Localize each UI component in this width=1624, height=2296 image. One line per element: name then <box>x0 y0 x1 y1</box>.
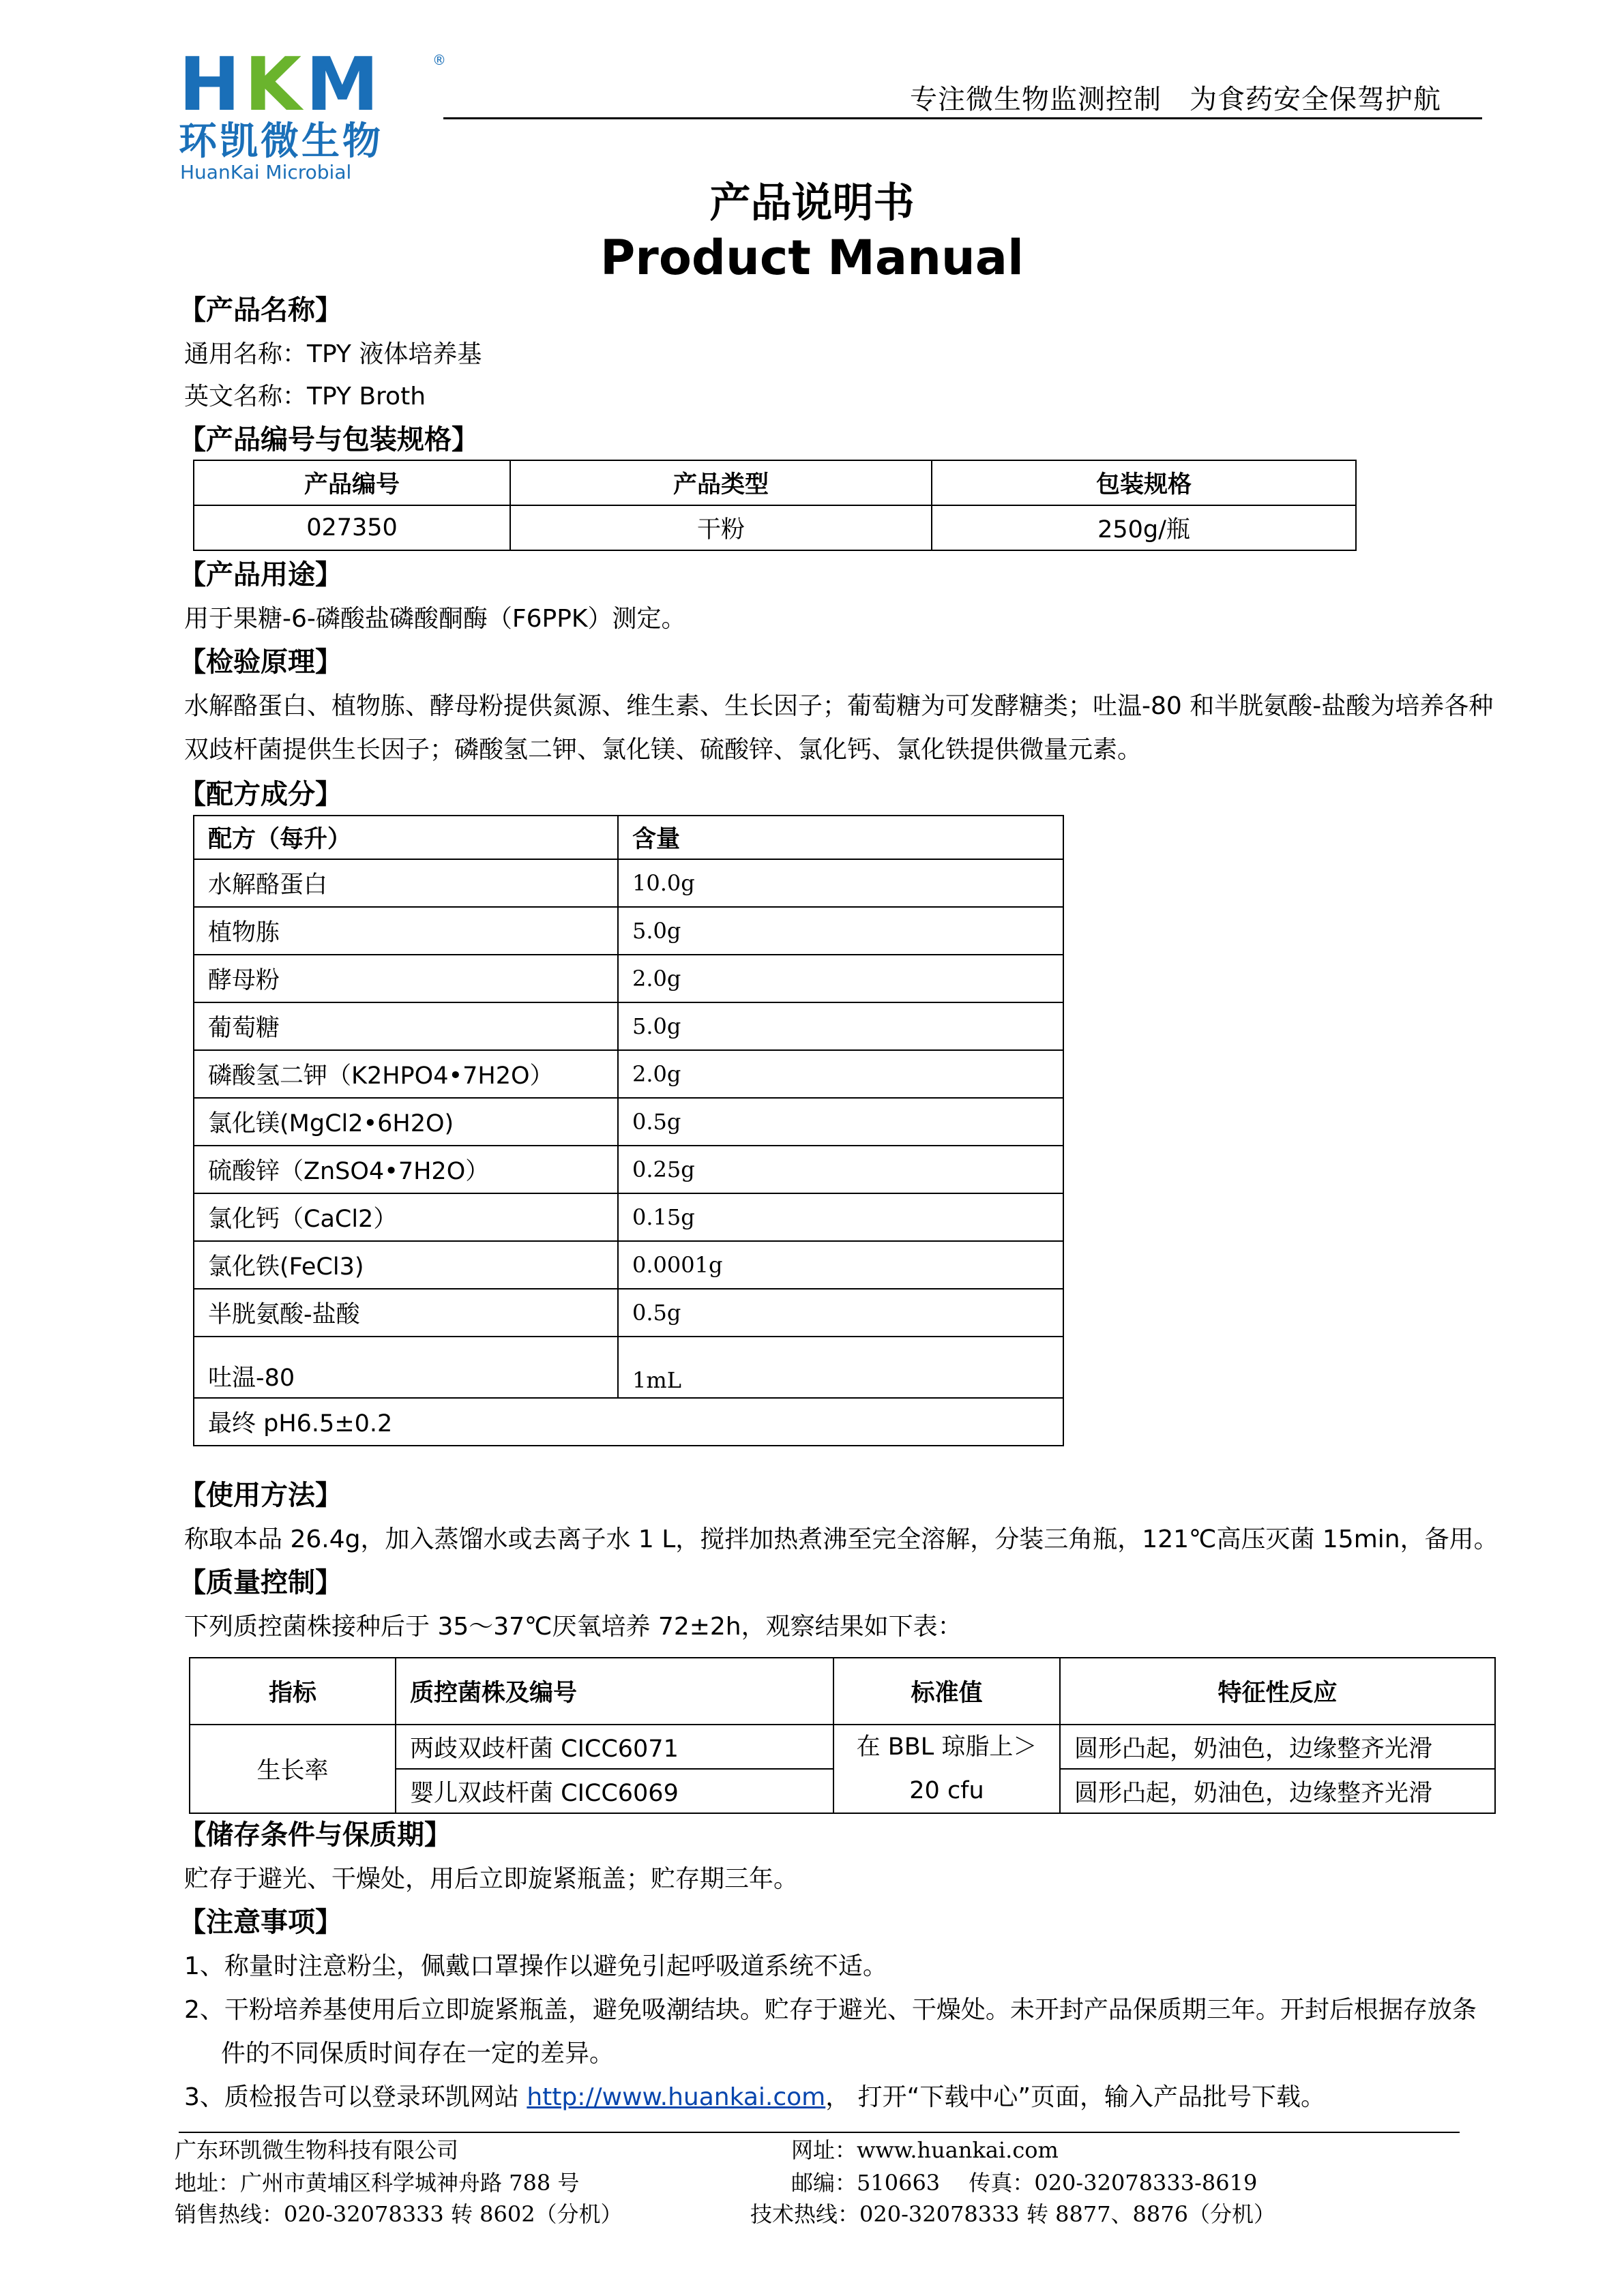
page-title-english: Product Manual <box>600 230 1024 286</box>
qc-intro: 下列质控菌株接种后于 35～37℃厌氧培养 72±2h，观察结果如下表： <box>184 1613 962 1641</box>
section-heading-formula: 【配方成分】 <box>179 779 342 810</box>
storage-text: 贮存于避光、干燥处，用后立即旋紧瓶盖；贮存期三年。 <box>184 1865 799 1893</box>
table-row <box>194 1241 1063 1289</box>
ingredient: 硫酸锌（ZnSO4•7H2O） <box>194 1146 618 1193</box>
company-logo <box>179 42 452 183</box>
product-type: 干粉 <box>510 505 932 550</box>
footer-company: 广东环凯微生物科技有限公司 <box>175 2137 459 2163</box>
logo-english-name: HuanKai Microbial <box>180 161 352 183</box>
logo-chinese-name: 环凯微生物 <box>179 119 383 164</box>
table-row <box>194 1337 1063 1398</box>
section-heading-storage: 【储存条件与保质期】 <box>179 1819 452 1851</box>
table-header-row <box>190 1658 1495 1725</box>
amount: 5.0g <box>618 1002 1063 1050</box>
principle-line-1: 水解酪蛋白、植物胨、酵母粉提供氮源、维生素、生长因子；葡萄糖为可发酵糖类；吐温-80 和半胱氨酸-盐酸为培养各种 <box>184 692 1494 720</box>
section-heading-name: 【产品名称】 <box>179 295 342 326</box>
ingredient: 半胱氨酸-盐酸 <box>194 1289 618 1337</box>
website-link[interactable]: http://www.huankai.com <box>527 2083 826 2111</box>
table-header: 包装规格 <box>932 460 1356 505</box>
table-header-row <box>194 816 1063 859</box>
qc-indicator: 生长率 <box>190 1725 396 1813</box>
ingredient: 酵母粉 <box>194 955 618 1002</box>
use-text: 用于果糖-6-磷酸盐磷酸酮酶（F6PPK）测定。 <box>184 605 686 633</box>
table-header-row <box>194 460 1356 505</box>
qc-strain: 两歧双歧杆菌 CICC6071 <box>396 1725 833 1769</box>
amount: 0.5g <box>618 1289 1063 1337</box>
header-divider <box>443 117 1482 119</box>
table-row <box>194 1289 1063 1337</box>
table-row <box>194 1398 1063 1446</box>
page-title-chinese: 产品说明书 <box>709 179 915 227</box>
footer-website: 网址：www.huankai.com <box>791 2137 1059 2163</box>
formula-table <box>193 815 1064 1446</box>
table-row <box>194 1050 1063 1098</box>
section-heading-notes: 【注意事项】 <box>179 1907 342 1938</box>
spec-table <box>193 460 1357 551</box>
note-2-continued: 件的不同保质时间存在一定的差异。 <box>221 2040 615 2068</box>
table-row <box>194 955 1063 1002</box>
amount: 0.0001g <box>618 1241 1063 1289</box>
product-code: 027350 <box>194 505 510 550</box>
registered-mark: ® <box>432 52 446 68</box>
amount: 2.0g <box>618 1050 1063 1098</box>
table-header: 质控菌株及编号 <box>396 1658 833 1725</box>
ingredient: 氯化钙（CaCl2） <box>194 1193 618 1241</box>
note-3: 3、质检报告可以登录环凯网站 http://www.huankai.com， 打开“下载中心”页面，输入产品批号下载。 <box>184 2083 1325 2111</box>
table-header: 特征性反应 <box>1060 1658 1495 1725</box>
table-row <box>194 1002 1063 1050</box>
footer-divider <box>179 2132 1460 2133</box>
ingredient: 氯化铁(FeCl3) <box>194 1241 618 1289</box>
ingredient: 氯化镁(MgCl2•6H2O) <box>194 1098 618 1146</box>
section-heading-principle: 【检验原理】 <box>179 646 342 678</box>
qc-reaction: 圆形凸起，奶油色，边缘整齐光滑 <box>1060 1725 1495 1769</box>
header-slogan: 专注微生物监测控制 为食药安全保驾护航 <box>910 84 1441 115</box>
ingredient: 吐温-80 <box>194 1337 618 1398</box>
method-text: 称取本品 26.4g，加入蒸馏水或去离子水 1 L，搅拌加热煮沸至完全溶解，分装三角瓶，121℃高压灭菌 15min，备用。 <box>184 1525 1498 1553</box>
amount: 0.25g <box>618 1146 1063 1193</box>
table-row <box>194 1193 1063 1241</box>
note-2: 2、干粉培养基使用后立即旋紧瓶盖，避免吸潮结块。贮存于避光、干燥处。未开封产品保质期三年。开封后根据存放条 <box>184 1996 1477 2024</box>
table-row <box>190 1725 1495 1769</box>
ingredient: 水解酪蛋白 <box>194 859 618 907</box>
qc-table <box>189 1657 1496 1814</box>
logo-letters: HKM <box>179 42 383 128</box>
english-name: 英文名称：TPY Broth <box>184 383 426 411</box>
table-row <box>194 1146 1063 1193</box>
principle-line-2: 双歧杆菌提供生长因子；磷酸氢二钾、氯化镁、硫酸锌、氯化钙、氯化铁提供微量元素。 <box>184 736 1142 764</box>
qc-strain: 婴儿双歧杆菌 CICC6069 <box>396 1769 833 1813</box>
footer-tech-hotline: 技术热线：020-32078333 转 8877、8876（分机） <box>750 2201 1275 2227</box>
amount: 2.0g <box>618 955 1063 1002</box>
amount: 0.15g <box>618 1193 1063 1241</box>
qc-reaction: 圆形凸起，奶油色，边缘整齐光滑 <box>1060 1769 1495 1813</box>
common-name: 通用名称：TPY 液体培养基 <box>184 340 482 368</box>
table-header: 标准值 <box>833 1658 1060 1725</box>
table-header: 配方（每升） <box>194 816 618 859</box>
section-heading-qc: 【质量控制】 <box>179 1567 342 1598</box>
ingredient: 葡萄糖 <box>194 1002 618 1050</box>
ingredient: 磷酸氢二钾（K2HPO4•7H2O） <box>194 1050 618 1098</box>
footer-postcode-fax: 邮编：510663 传真：020-32078333-8619 <box>791 2170 1258 2196</box>
table-header: 含量 <box>618 816 1063 859</box>
amount: 5.0g <box>618 907 1063 955</box>
section-heading-use: 【产品用途】 <box>179 559 342 591</box>
note-1: 1、称量时注意粉尘，佩戴口罩操作以避免引起呼吸道系统不适。 <box>184 1952 887 1980</box>
table-header: 指标 <box>190 1658 396 1725</box>
footer-address: 地址：广州市黄埔区科学城神舟路 788 号 <box>175 2170 580 2196</box>
table-row <box>194 505 1356 550</box>
section-heading-method: 【使用方法】 <box>179 1480 342 1511</box>
amount: 10.0g <box>618 859 1063 907</box>
final-ph: 最终 pH6.5±0.2 <box>194 1398 1063 1446</box>
table-row <box>194 907 1063 955</box>
amount: 1mL <box>618 1337 1063 1398</box>
table-row <box>194 1098 1063 1146</box>
ingredient: 植物胨 <box>194 907 618 955</box>
amount: 0.5g <box>618 1098 1063 1146</box>
package-size: 250g/瓶 <box>932 505 1356 550</box>
table-header: 产品类型 <box>510 460 932 505</box>
footer-sales-hotline: 销售热线：020-32078333 转 8602（分机） <box>175 2201 623 2227</box>
qc-standard: 在 BBL 琼脂上＞ 20 cfu <box>833 1725 1060 1813</box>
section-heading-spec: 【产品编号与包装规格】 <box>179 424 479 456</box>
table-header: 产品编号 <box>194 460 510 505</box>
table-row <box>194 859 1063 907</box>
